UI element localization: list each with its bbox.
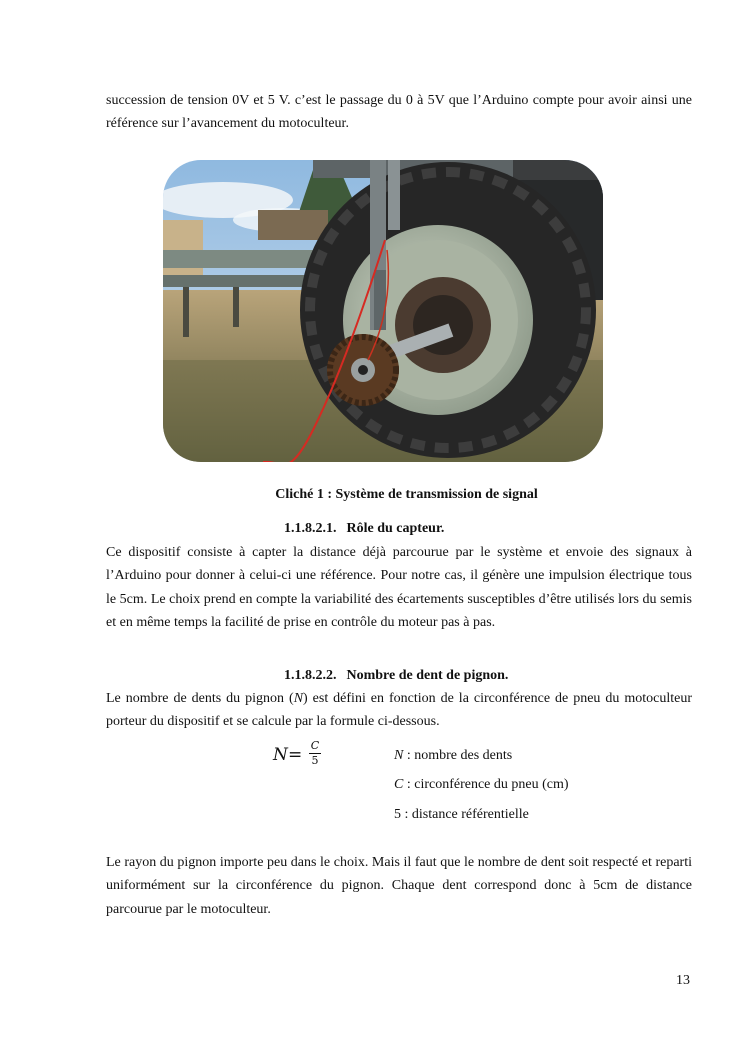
intro-paragraph: succession de tension 0V et 5 V. c’est le passage du 0 à 5V que l’Arduino compte pour avoir ainsi une référence sur l’avancement du motoculteur. [106,93,692,132]
section-title: Rôle du capteur. [346,521,445,536]
legend-item [394,748,512,764]
section-number: 1.1.8.2.2. [284,668,337,683]
legend-item [394,807,529,823]
section-number: 1.1.8.2.1. [284,521,337,536]
legend-item [394,777,569,793]
role-paragraph: Ce dispositif consiste à capter la distance déjà parcourue par le système et envoie des signaux à l’Arduino pour donner à celui-ci une référence. Pour notre cas, il génère une impulsion électrique tous le 5cm. Le choix prend en compte la variabilité des écartements susceptibles d’être utilisés lors du semis et en même temps la facilité de prise en contrôle du moteur pas à pas. [106,545,692,630]
legend-symbol: 5 [394,807,401,822]
formula-equals: = [288,745,303,765]
section-title: Nombre de dent de pignon. [346,668,509,683]
formula-numerator: C [310,739,320,752]
teeth-variable: N [293,691,304,706]
teeth-paragraph [106,687,692,734]
section-heading-teeth [284,668,508,684]
teeth-text-before: Le nombre de dents du pignon ( [106,691,294,706]
formula-lhs: N [273,745,288,765]
legend-text: : distance référentielle [401,807,529,822]
legend-symbol: N [394,748,404,763]
formula-fraction [309,740,321,767]
tiller-wheel-photo [163,160,603,462]
page-number: 13 [676,973,690,988]
legend-symbol: C [394,777,404,792]
photo-illustration [163,160,603,462]
section-heading-role [284,521,444,537]
figure-caption: Cliché 1 : Système de transmission de signal [275,487,538,502]
legend-text: : nombre des dents [403,748,513,763]
closing-paragraph: Le rayon du pignon importe peu dans le choix. Mais il faut que le nombre de dent soit respecté et reparti uniformément sur la circonférence du pignon. Chaque dent correspond donc à 5cm de distance parcourue par le motoculteur. [106,855,692,917]
formula-denominator: 5 [311,754,319,767]
teeth-text-after: ) est défini en fonction de la circonférence de pneu du motoculteur porteur du dispositif et se calcule par la formule ci-dessous. [106,691,692,730]
legend-text: : circonférence du pneu (cm) [403,777,569,792]
